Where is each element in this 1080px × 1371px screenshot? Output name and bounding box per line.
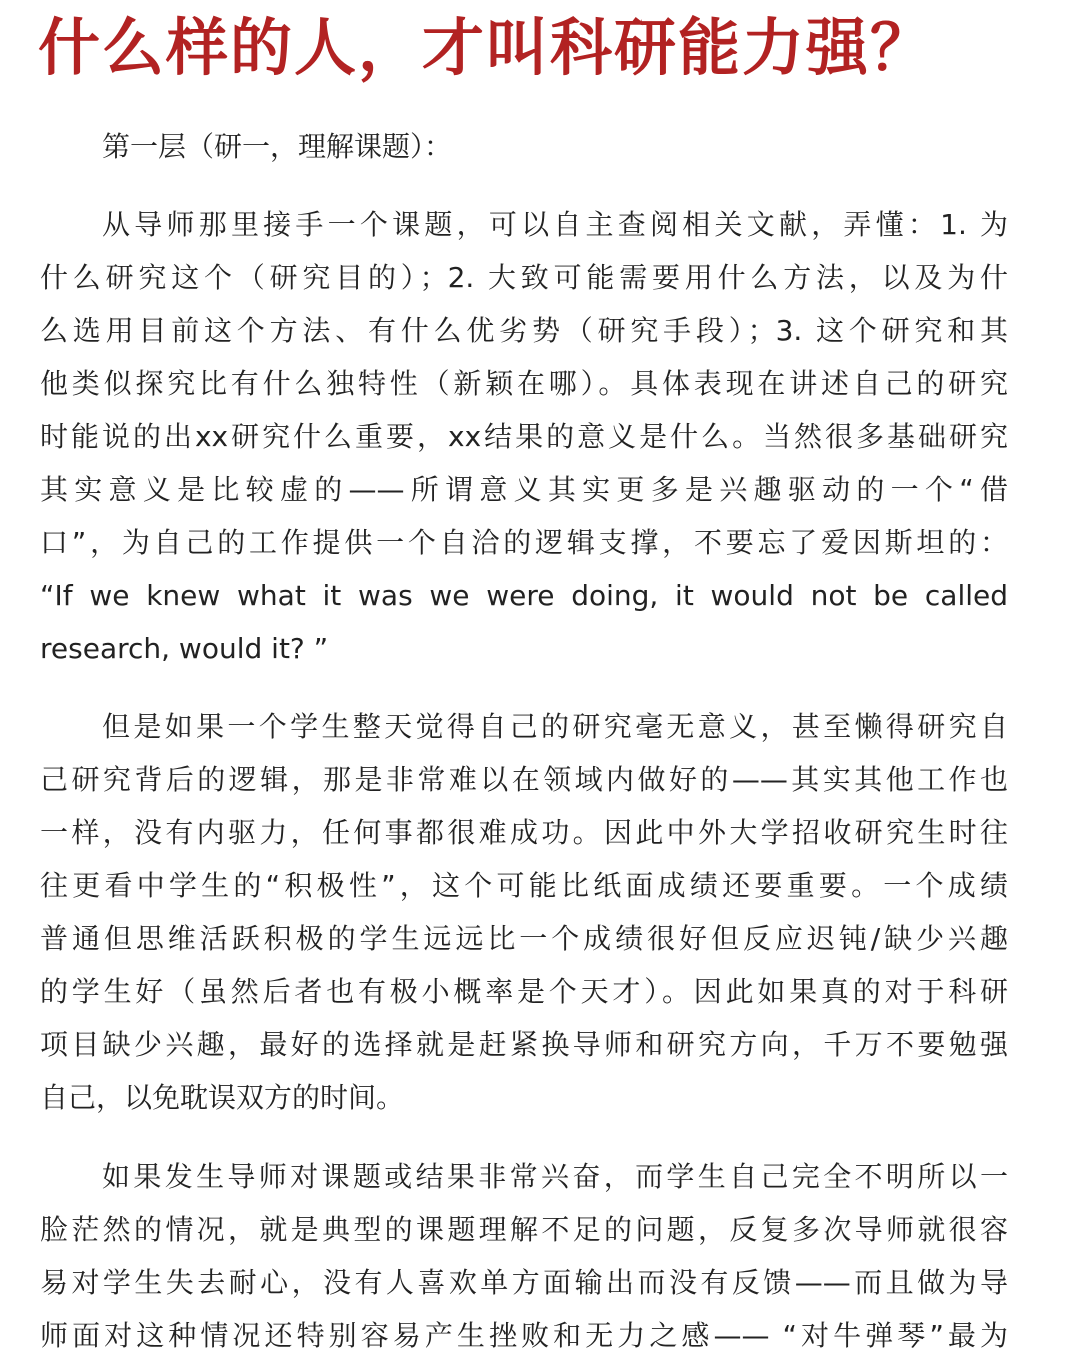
paragraph-3 xyxy=(40,1150,1008,1362)
text-line: 口”，为自己的工作提供一个自洽的逻辑支撑，不要忘了爱因斯坦的： xyxy=(40,526,1008,559)
text-line: 什么研究这个（研究目的）；2. 大致可能需要用什么方法，以及为什 xyxy=(40,261,1008,294)
text-line: 往更看中学生的“积极性”，这个可能比纸面成绩还要重要。一个成绩 xyxy=(40,869,1008,902)
text-line: 一样，没有内驱力，任何事都很难成功。因此中外大学招收研究生时往 xyxy=(40,816,1008,849)
article-title: 什么样的人，才叫科研能力强？ xyxy=(38,11,935,84)
text-line: 项目缺少兴趣，最好的选择就是赶紧换导师和研究方向，千万不要勉强 xyxy=(40,1028,1008,1061)
text-line: 其实意义是比较虚的——所谓意义其实更多是兴趣驱动的一个“借 xyxy=(40,473,1008,506)
text-line: “If we knew what it was we were doing, it would not be called xyxy=(40,579,1008,612)
text-line: 普通但思维活跃积极的学生远远比一个成绩很好但反应迟钝/缺少兴趣 xyxy=(40,922,1008,955)
text-line: research, would it? ” xyxy=(40,632,329,665)
text-line: 己研究背后的逻辑，那是非常难以在领域内做好的——其实其他工作也 xyxy=(40,763,1008,796)
text-line: 师面对这种情况还特别容易产生挫败和无力之感—— “对牛弹琴”最为 xyxy=(40,1319,1008,1352)
text-line: 时能说的出xx研究什么重要，xx结果的意义是什么。当然很多基础研究 xyxy=(40,420,1008,453)
paragraph-1 xyxy=(40,198,1008,675)
text-line: 的学生好（虽然后者也有极小概率是个天才）。因此如果真的对于科研 xyxy=(40,975,1008,1008)
text-line: 从导师那里接手一个课题，可以自主查阅相关文献，弄懂：1. 为 xyxy=(102,208,1008,241)
paragraph-2 xyxy=(40,700,1008,1124)
text-line: 脸茫然的情况，就是典型的课题理解不足的问题，反复多次导师就很容 xyxy=(40,1213,1008,1246)
text-line: 他类似探究比有什么独特性（新颖在哪）。具体表现在讲述自己的研究 xyxy=(40,367,1008,400)
text-line: 易对学生失去耐心，没有人喜欢单方面输出而没有反馈——而且做为导 xyxy=(40,1266,1008,1299)
section-heading xyxy=(40,120,1008,173)
text-line: 如果发生导师对课题或结果非常兴奋，而学生自己完全不明所以一 xyxy=(102,1160,1008,1193)
text-line: 自己，以免耽误双方的时间。 xyxy=(40,1081,405,1114)
text-line: 么选用目前这个方法、有什么优劣势（研究手段）；3. 这个研究和其 xyxy=(40,314,1008,347)
text-line: 但是如果一个学生整天觉得自己的研究毫无意义，甚至懒得研究自 xyxy=(102,710,1008,743)
text-line: 第一层（研一，理解课题）： xyxy=(102,130,453,163)
